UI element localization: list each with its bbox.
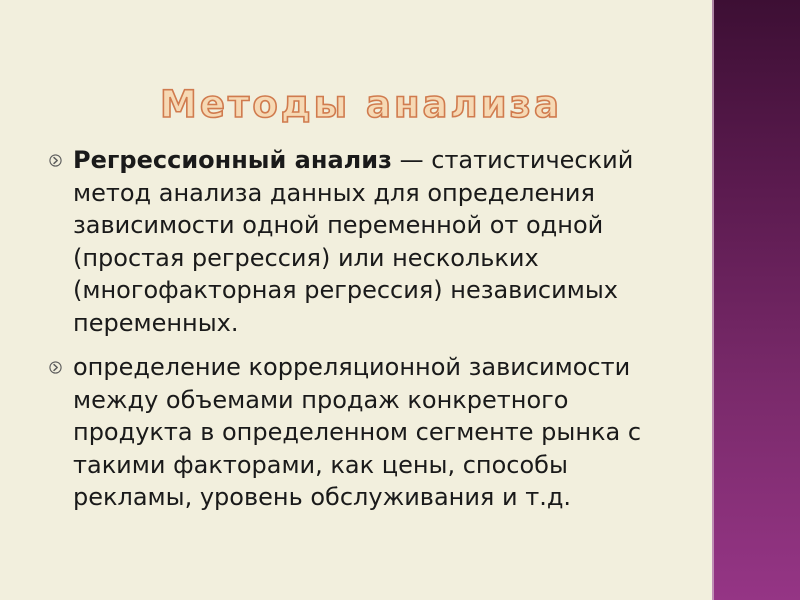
bullet-body: — статистический метод анализа данных для определения зависимости одной переменной от одной (простая регрессия) или нескольких (многофакторная регрессия) независимых переменных. xyxy=(73,146,634,337)
circled-chevron-right-icon xyxy=(49,154,62,167)
slide-title: Методы анализа xyxy=(160,83,562,126)
bullet-item xyxy=(46,144,666,339)
bullet-text xyxy=(73,351,666,514)
bullet-item xyxy=(46,351,666,514)
bullet-bold-term: Регрессионный анализ xyxy=(73,146,392,174)
bullet-text xyxy=(73,144,666,339)
bullet-body: определение корреляционной зависимости между объемами продаж конкретного продукта в определенном сегменте рынка с такими факторами, как цены, способы рекламы, уровень обслуживания и т.д. xyxy=(73,353,642,511)
slide-content xyxy=(46,144,666,526)
circled-chevron-right-icon xyxy=(49,361,62,374)
decorative-side-band xyxy=(712,0,800,600)
